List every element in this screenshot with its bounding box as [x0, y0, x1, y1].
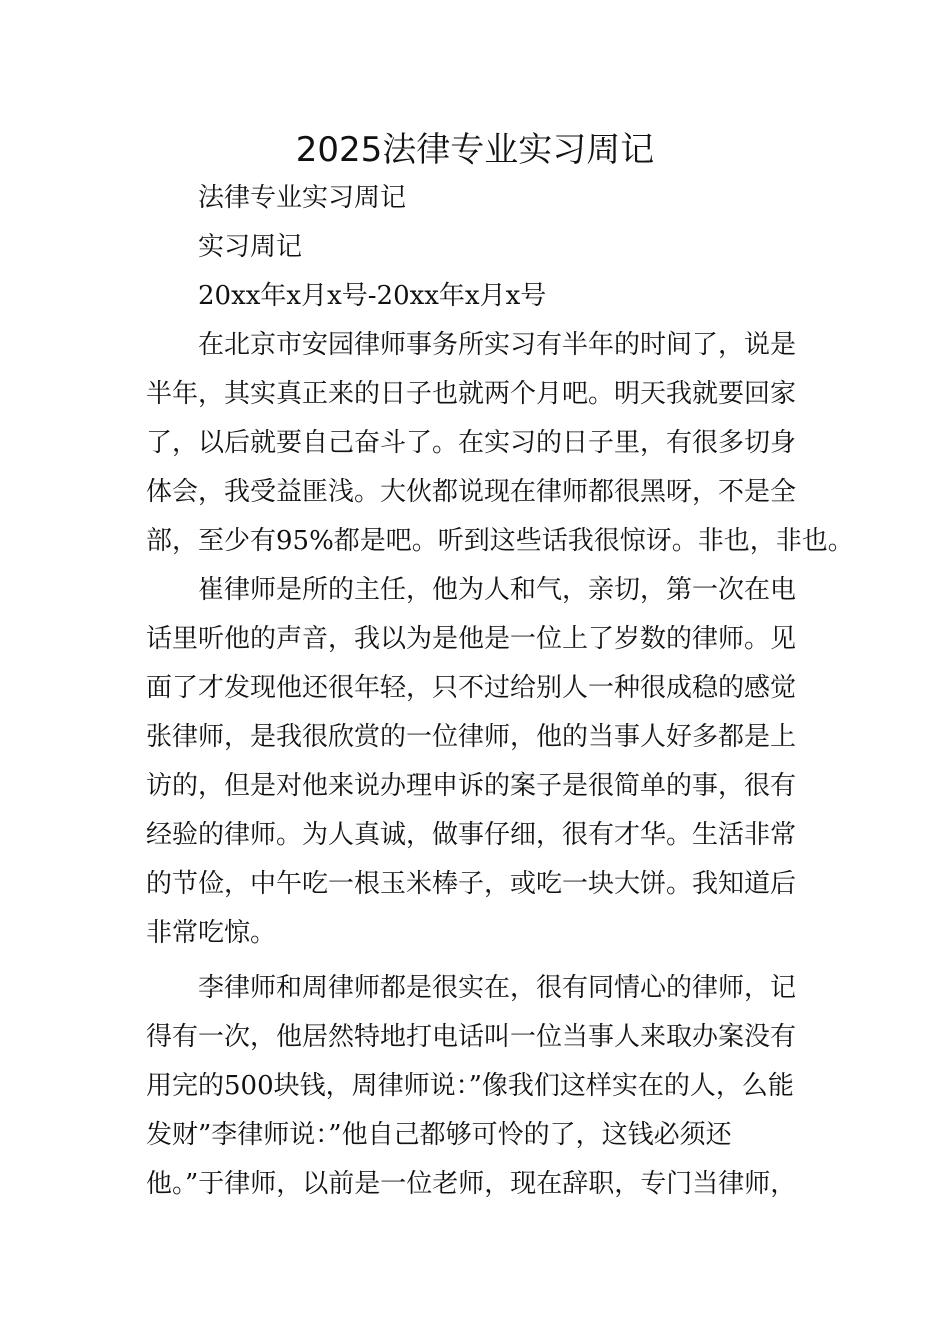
paragraph-line: 用完的500块钱，周律师说：”像我们这样实在的人，么能 [146, 1071, 794, 1101]
paragraph-line: 发财”李律师说：”他自己都够可怜的了，这钱必须还 [146, 1120, 732, 1150]
paragraph-line: 体会，我受益匪浅。大伙都说现在律师都很黑呀，不是全 [146, 477, 797, 507]
paragraph-line: 半年，其实真正来的日子也就两个月吧。明天我就要回家 [146, 379, 797, 409]
paragraph-line: 非常吃惊。 [146, 918, 277, 948]
paragraph-line: 在北京市安园律师事务所实习有半年的时间了，说是 [198, 330, 797, 360]
subtitle-line: 实习周记 [198, 232, 303, 262]
document-title: 2025法律专业实习周记 [295, 130, 655, 170]
paragraph-line: 张律师，是我很欣赏的一位律师，他的当事人好多都是上 [146, 722, 797, 752]
paragraph-line: 经验的律师。为人真诚，做事仔细，很有才华。生活非常 [146, 820, 797, 850]
subtitle-line: 法律专业实习周记 [198, 183, 407, 213]
paragraph [146, 964, 816, 1209]
paragraph-line: 李律师和周律师都是很实在，很有同情心的律师，记 [198, 973, 797, 1003]
paragraph-line: 崔律师是所的主任，他为人和气，亲切，第一次在电 [198, 575, 797, 605]
document-body [146, 174, 854, 1209]
paragraph-line: 访的，但是对他来说办理申诉的案子是很简单的事，很有 [146, 771, 797, 801]
paragraph [146, 566, 816, 958]
paragraph-line: 了，以后就要自己奋斗了。在实习的日子里，有很多切身 [146, 428, 797, 458]
paragraph-line: 的节俭，中午吃一根玉米棒子，或吃一块大饼。我知道后 [146, 869, 797, 899]
paragraph [146, 321, 854, 566]
paragraph-line: 面了才发现他还很年轻，只不过给别人一种很成稳的感觉 [146, 673, 797, 703]
paragraph-line: 他。”于律师，以前是一位老师，现在辞职，专门当律师， [146, 1169, 797, 1199]
date-range-line: 20xx年x月x号-20xx年x月x号 [198, 281, 547, 311]
paragraph-line: 话里听他的声音，我以为是他是一位上了岁数的律师。见 [146, 624, 797, 654]
paragraph-line: 部，至少有95%都是吧。听到这些话我很惊讶。非也，非也。 [146, 526, 854, 556]
paragraph-line: 得有一次，他居然特地打电话叫一位当事人来取办案没有 [146, 1022, 797, 1052]
